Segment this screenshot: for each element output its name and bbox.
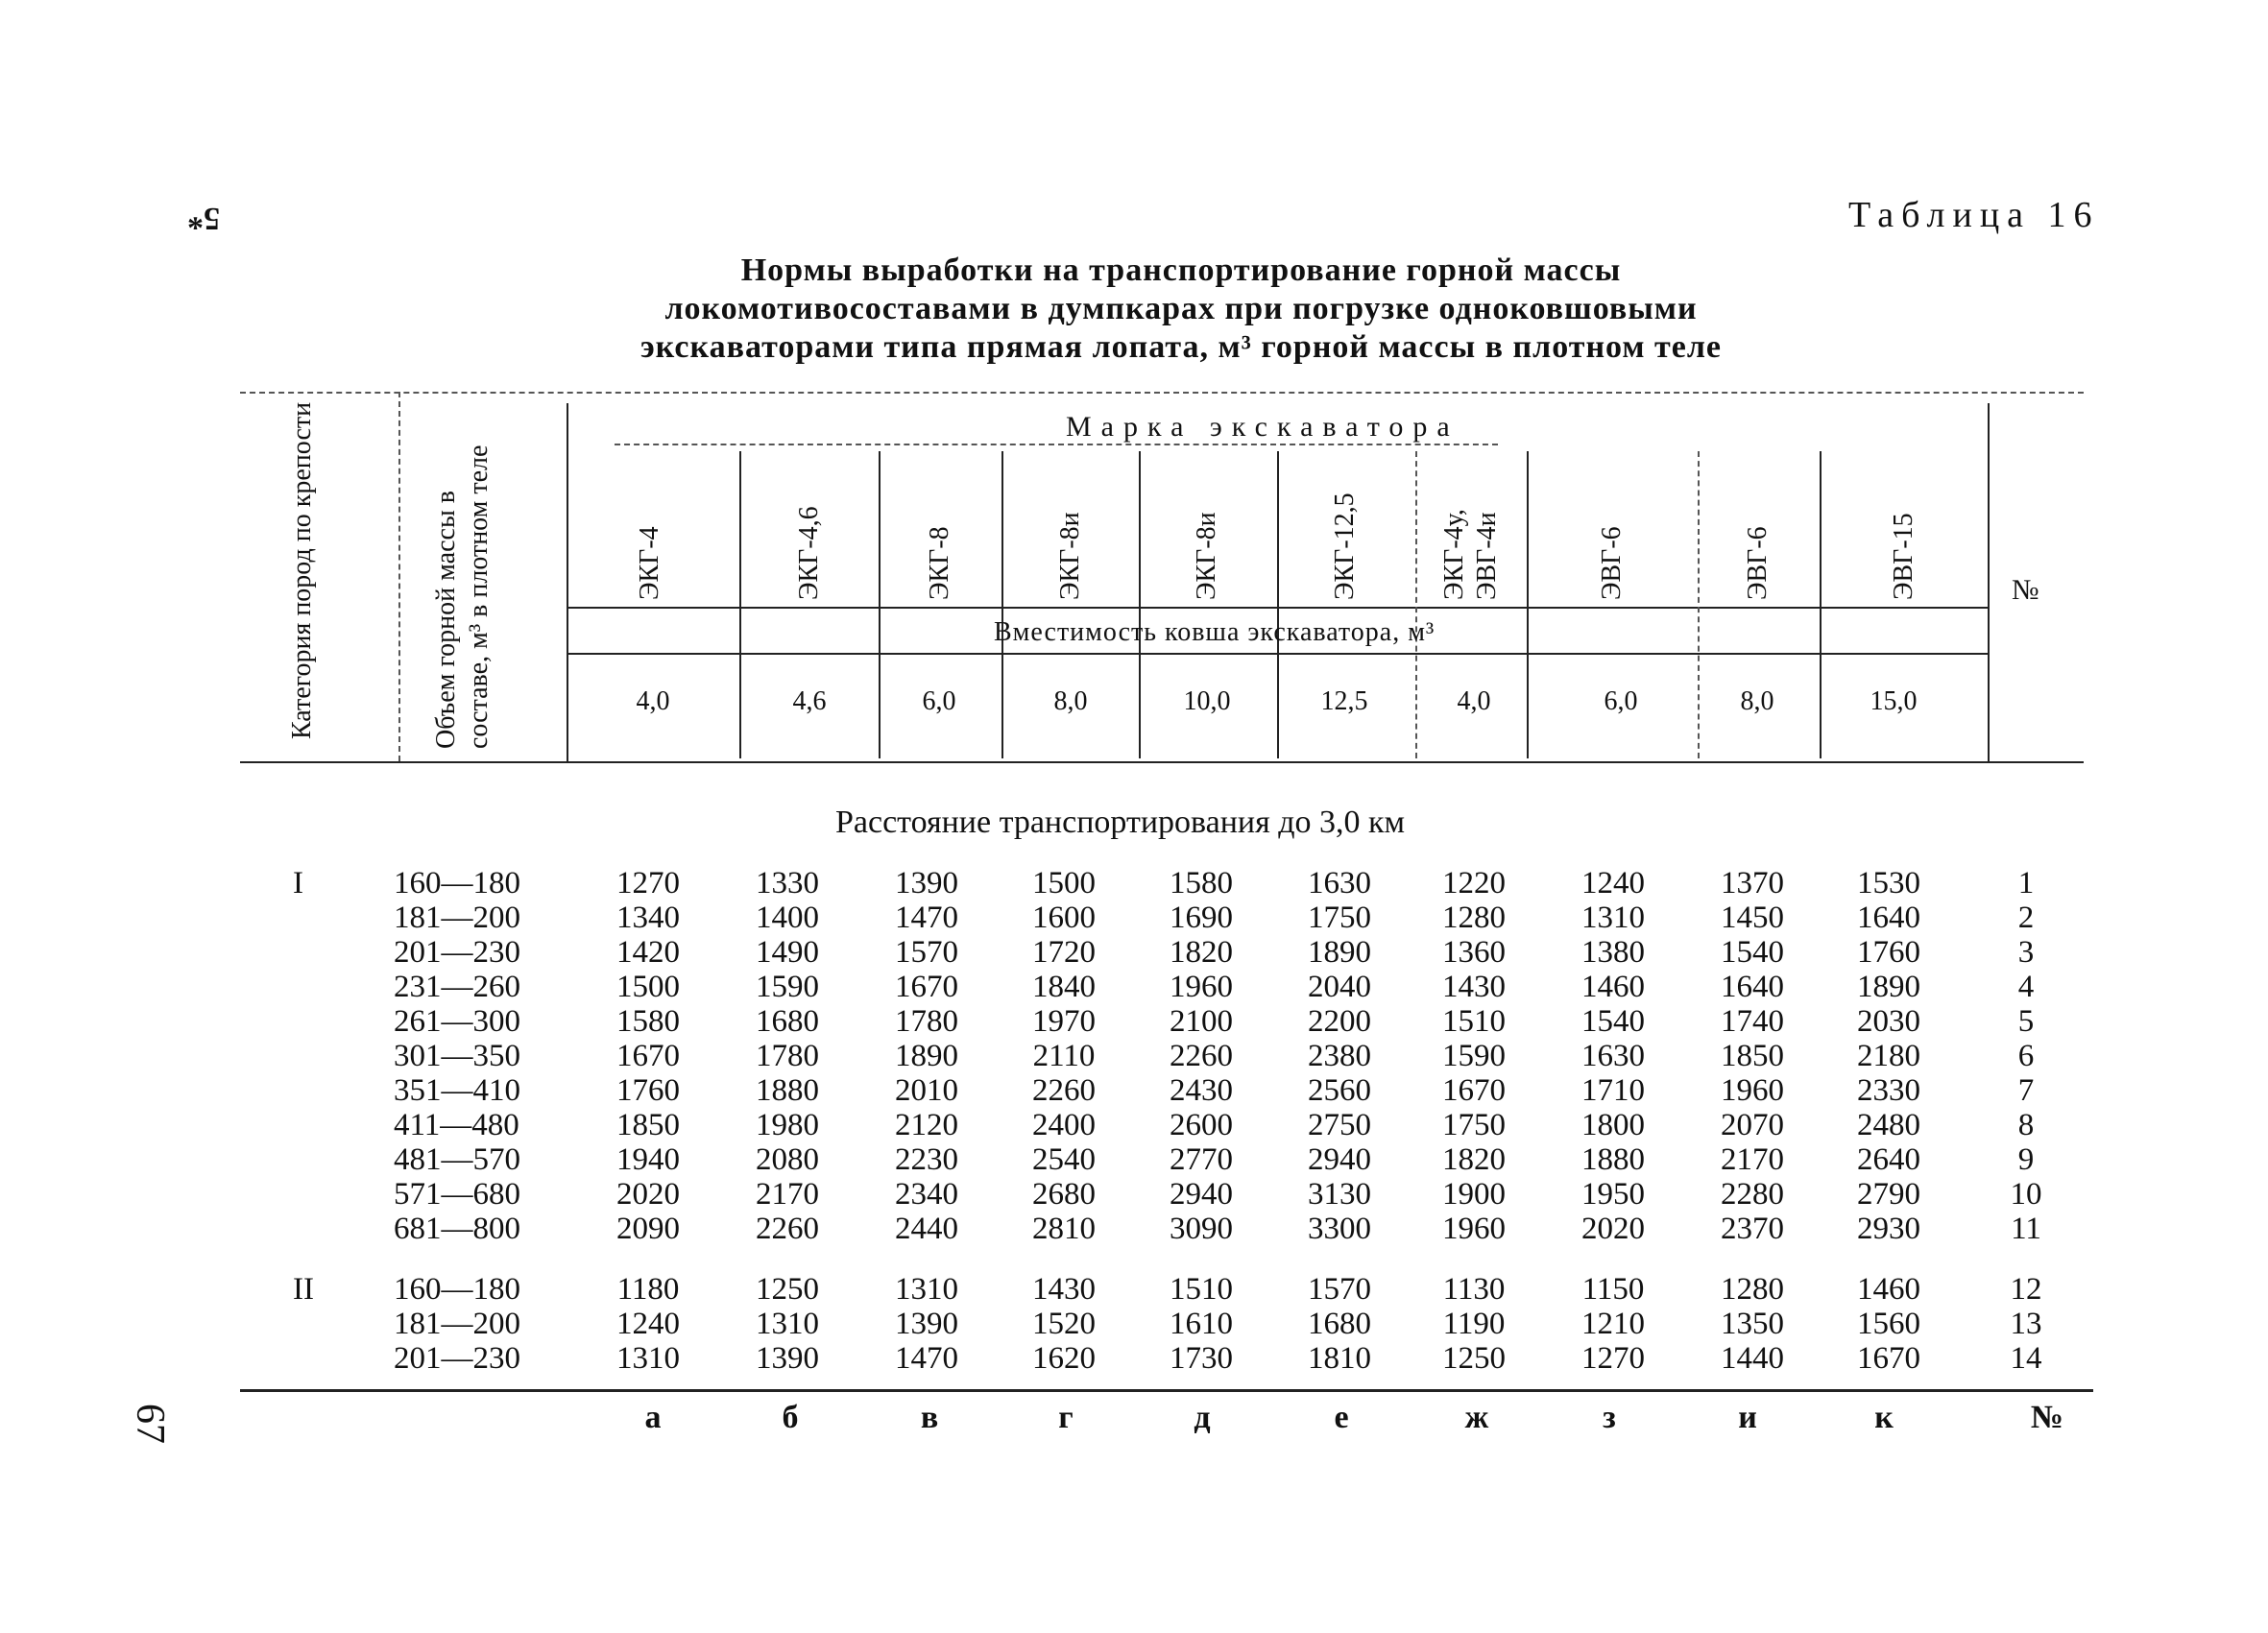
volume-range: 681—800 bbox=[394, 1212, 520, 1246]
volume-range: 160—180 bbox=[394, 866, 520, 901]
table-cell: 1680 bbox=[756, 1004, 819, 1039]
header-top-rule bbox=[240, 392, 2084, 394]
table-cell: 1670 bbox=[1442, 1073, 1506, 1108]
table-cell: 1270 bbox=[616, 866, 680, 901]
table-cell: 1280 bbox=[1721, 1272, 1784, 1307]
table-cell: 1690 bbox=[1170, 901, 1233, 935]
excavator-name: ЭКГ-4у, ЭВГ-4и bbox=[1439, 509, 1502, 600]
table-cell: 2750 bbox=[1308, 1108, 1371, 1142]
table-cell: 2480 bbox=[1857, 1108, 1920, 1142]
table-cell: 1800 bbox=[1581, 1108, 1645, 1142]
table-cell: 1670 bbox=[1857, 1341, 1920, 1376]
table-cell: 1710 bbox=[1581, 1073, 1645, 1108]
footer-letter: в bbox=[920, 1400, 939, 1435]
exc-divider bbox=[1820, 451, 1822, 758]
table-cell: 2940 bbox=[1308, 1142, 1371, 1177]
table-cell: 1850 bbox=[1721, 1039, 1784, 1073]
table-cell: 2020 bbox=[1581, 1212, 1645, 1246]
table-cell: 1640 bbox=[1857, 901, 1920, 935]
category-label: I bbox=[293, 866, 303, 901]
footer-letter: д bbox=[1194, 1400, 1211, 1435]
table-cell: 2180 bbox=[1857, 1039, 1920, 1073]
table-cell: 1450 bbox=[1721, 901, 1784, 935]
table-cell: 3130 bbox=[1308, 1177, 1371, 1212]
table-cell: 1760 bbox=[616, 1073, 680, 1108]
table-cell: 2260 bbox=[1170, 1039, 1233, 1073]
table-cell: 2540 bbox=[1032, 1142, 1096, 1177]
table-cell: 2370 bbox=[1721, 1212, 1784, 1246]
row-number: 4 bbox=[2017, 970, 2035, 1004]
capacity-value: 4,6 bbox=[792, 686, 827, 716]
table-cell: 2010 bbox=[895, 1073, 958, 1108]
footer-letter: а bbox=[644, 1400, 662, 1435]
table-cell: 2790 bbox=[1857, 1177, 1920, 1212]
row-number: 8 bbox=[2017, 1108, 2035, 1142]
footer-letter: з bbox=[1603, 1400, 1616, 1435]
volume-range: 160—180 bbox=[394, 1272, 520, 1307]
table-cell: 1390 bbox=[895, 866, 958, 901]
table-cell: 1180 bbox=[616, 1272, 680, 1307]
table-cell: 1310 bbox=[756, 1307, 819, 1341]
exc-divider bbox=[1139, 451, 1141, 758]
table-cell: 1420 bbox=[616, 935, 680, 970]
excavator-name: ЭКГ-12,5 bbox=[1330, 492, 1360, 600]
table-cell: 1950 bbox=[1581, 1177, 1645, 1212]
table-cell: 1310 bbox=[1581, 901, 1645, 935]
table-cell: 1470 bbox=[895, 1341, 958, 1376]
table-cell: 1630 bbox=[1581, 1039, 1645, 1073]
table-cell: 2640 bbox=[1857, 1142, 1920, 1177]
table-cell: 1600 bbox=[1032, 901, 1096, 935]
table-cell: 2090 bbox=[616, 1212, 680, 1246]
table-cell: 2030 bbox=[1857, 1004, 1920, 1039]
title-line-3: экскаваторами типа прямая лопата, м³ горной массы в плотном теле bbox=[639, 329, 1723, 365]
row-number: 2 bbox=[2017, 901, 2035, 935]
table-cell: 1380 bbox=[1581, 935, 1645, 970]
table-cell: 1490 bbox=[756, 935, 819, 970]
table-cell: 1250 bbox=[756, 1272, 819, 1307]
volume-range: 351—410 bbox=[394, 1073, 520, 1108]
table-cell: 1960 bbox=[1442, 1212, 1506, 1246]
exc-divider bbox=[1001, 451, 1003, 758]
table-cell: 2170 bbox=[756, 1177, 819, 1212]
row-number: 11 bbox=[2011, 1212, 2041, 1246]
footer-letter: ж bbox=[1464, 1400, 1489, 1435]
table-cell: 1470 bbox=[895, 901, 958, 935]
table-cell: 1850 bbox=[616, 1108, 680, 1142]
header-col-divider-1 bbox=[398, 392, 400, 761]
table-cell: 1740 bbox=[1721, 1004, 1784, 1039]
volume-range: 181—200 bbox=[394, 1307, 520, 1341]
table-cell: 1570 bbox=[895, 935, 958, 970]
table-cell: 1150 bbox=[1581, 1272, 1645, 1307]
marka-rule bbox=[615, 444, 1498, 445]
table-cell: 1590 bbox=[756, 970, 819, 1004]
table-cell: 1390 bbox=[756, 1341, 819, 1376]
table-cell: 1620 bbox=[1032, 1341, 1096, 1376]
row-number: 3 bbox=[2017, 935, 2035, 970]
exc-divider bbox=[1277, 451, 1279, 758]
footer-letter: е bbox=[1334, 1400, 1349, 1435]
table-cell: 2400 bbox=[1032, 1108, 1096, 1142]
table-cell: 1280 bbox=[1442, 901, 1506, 935]
table-cell: 2020 bbox=[616, 1177, 680, 1212]
table-cell: 1640 bbox=[1721, 970, 1784, 1004]
table-cell: 2560 bbox=[1308, 1073, 1371, 1108]
table-cell: 1430 bbox=[1442, 970, 1506, 1004]
table-cell: 2040 bbox=[1308, 970, 1371, 1004]
table-cell: 1840 bbox=[1032, 970, 1096, 1004]
table-cell: 2170 bbox=[1721, 1142, 1784, 1177]
table-cell: 3300 bbox=[1308, 1212, 1371, 1246]
table-cell: 3090 bbox=[1170, 1212, 1233, 1246]
capacity-value: 6,0 bbox=[922, 686, 956, 716]
table-cell: 1960 bbox=[1721, 1073, 1784, 1108]
excavator-name: ЭКГ-8 bbox=[925, 526, 954, 600]
excavator-name: ЭВГ-6 bbox=[1743, 526, 1773, 600]
table-cell: 1390 bbox=[895, 1307, 958, 1341]
excavator-name: ЭКГ-4 bbox=[635, 526, 664, 600]
table-cell: 1590 bbox=[1442, 1039, 1506, 1073]
table-cell: 2770 bbox=[1170, 1142, 1233, 1177]
table-cell: 1310 bbox=[895, 1272, 958, 1307]
table-cell: 1670 bbox=[616, 1039, 680, 1073]
table-cell: 2070 bbox=[1721, 1108, 1784, 1142]
row-number: 13 bbox=[2010, 1307, 2042, 1341]
table-cell: 1780 bbox=[756, 1039, 819, 1073]
table-cell: 1890 bbox=[1857, 970, 1920, 1004]
footer-letter: к bbox=[1874, 1400, 1894, 1435]
table-cell: 2260 bbox=[756, 1212, 819, 1246]
capacity-label: Вместимость ковша экскаватора, м³ bbox=[994, 617, 1436, 647]
header-category: Категория пород по крепости bbox=[287, 401, 317, 739]
table-cell: 1560 bbox=[1857, 1307, 1920, 1341]
volume-range: 201—230 bbox=[394, 935, 520, 970]
volume-range: 201—230 bbox=[394, 1341, 520, 1376]
footer-rule bbox=[240, 1389, 2093, 1392]
table-cell: 1960 bbox=[1170, 970, 1233, 1004]
footer-letter: и bbox=[1738, 1400, 1757, 1435]
table-cell: 2940 bbox=[1170, 1177, 1233, 1212]
capacity-value: 4,0 bbox=[1457, 686, 1491, 716]
table-cell: 1520 bbox=[1032, 1307, 1096, 1341]
table-cell: 1250 bbox=[1442, 1341, 1506, 1376]
title-line-1: Нормы выработки на транспортирование горной массы bbox=[740, 252, 1622, 288]
table-cell: 1360 bbox=[1442, 935, 1506, 970]
table-cell: 1240 bbox=[616, 1307, 680, 1341]
table-cell: 1460 bbox=[1581, 970, 1645, 1004]
table-cell: 1580 bbox=[616, 1004, 680, 1039]
table-cell: 2340 bbox=[895, 1177, 958, 1212]
side-mark: 5* bbox=[187, 201, 220, 236]
table-cell: 2930 bbox=[1857, 1212, 1920, 1246]
table-cell: 1210 bbox=[1581, 1307, 1645, 1341]
table-cell: 1130 bbox=[1442, 1272, 1506, 1307]
table-cell: 1750 bbox=[1442, 1108, 1506, 1142]
section-title: Расстояние транспортирования до 3,0 км bbox=[835, 804, 1406, 840]
table-cell: 1460 bbox=[1857, 1272, 1920, 1307]
table-cell: 1540 bbox=[1581, 1004, 1645, 1039]
table-cell: 2200 bbox=[1308, 1004, 1371, 1039]
volume-range: 481—570 bbox=[394, 1142, 520, 1177]
table-cell: 2260 bbox=[1032, 1073, 1096, 1108]
table-cell: 1580 bbox=[1170, 866, 1233, 901]
table-cell: 1350 bbox=[1721, 1307, 1784, 1341]
row-number: 1 bbox=[2017, 866, 2035, 901]
capacity-value: 8,0 bbox=[1740, 686, 1774, 716]
table-cell: 1220 bbox=[1442, 866, 1506, 901]
capacity-value: 8,0 bbox=[1053, 686, 1088, 716]
table-cell: 1510 bbox=[1170, 1272, 1233, 1307]
capacity-value: 12,5 bbox=[1320, 686, 1368, 716]
capacity-value: 6,0 bbox=[1604, 686, 1638, 716]
row-number: 12 bbox=[2010, 1272, 2042, 1307]
marka-label: Марка экскаватора bbox=[1066, 411, 1460, 443]
table-cell: 1310 bbox=[616, 1341, 680, 1376]
volume-range: 231—260 bbox=[394, 970, 520, 1004]
header-number: № bbox=[2012, 574, 2039, 606]
header-col-divider-3 bbox=[1988, 403, 1990, 761]
capacity-value: 10,0 bbox=[1183, 686, 1231, 716]
table-cell: 2100 bbox=[1170, 1004, 1233, 1039]
row-number: 10 bbox=[2010, 1177, 2042, 1212]
table-cell: 1270 bbox=[1581, 1341, 1645, 1376]
table-cell: 1680 bbox=[1308, 1307, 1371, 1341]
table-cell: 1980 bbox=[756, 1108, 819, 1142]
excavator-name: ЭКГ-4,6 bbox=[794, 506, 824, 600]
table-cell: 2080 bbox=[756, 1142, 819, 1177]
row-number: 7 bbox=[2017, 1073, 2035, 1108]
table-cell: 2430 bbox=[1170, 1073, 1233, 1108]
table-cell: 1890 bbox=[1308, 935, 1371, 970]
table-cell: 2330 bbox=[1857, 1073, 1920, 1108]
row-number: 5 bbox=[2017, 1004, 2035, 1039]
row-number: 14 bbox=[2010, 1341, 2042, 1376]
table-cell: 1400 bbox=[756, 901, 819, 935]
table-cell: 1810 bbox=[1308, 1341, 1371, 1376]
table-cell: 2810 bbox=[1032, 1212, 1096, 1246]
table-cell: 1820 bbox=[1442, 1142, 1506, 1177]
exc-divider bbox=[879, 451, 881, 758]
table-cell: 1530 bbox=[1857, 866, 1920, 901]
header-bottom-rule bbox=[240, 761, 2084, 763]
table-cell: 1820 bbox=[1170, 935, 1233, 970]
row-number: 9 bbox=[2017, 1142, 2035, 1177]
category-label: II bbox=[293, 1272, 314, 1307]
footer-letter: г bbox=[1058, 1400, 1074, 1435]
table-cell: 1750 bbox=[1308, 901, 1371, 935]
table-cell: 2110 bbox=[1032, 1039, 1096, 1073]
table-cell: 1430 bbox=[1032, 1272, 1096, 1307]
table-cell: 2280 bbox=[1721, 1177, 1784, 1212]
table-cell: 1880 bbox=[1581, 1142, 1645, 1177]
table-cell: 1240 bbox=[1581, 866, 1645, 901]
volume-range: 411—480 bbox=[394, 1108, 519, 1142]
table-cell: 1330 bbox=[756, 866, 819, 901]
page-number: 67 bbox=[128, 1404, 172, 1444]
table-cell: 1340 bbox=[616, 901, 680, 935]
volume-range: 571—680 bbox=[394, 1177, 520, 1212]
table-cell: 1670 bbox=[895, 970, 958, 1004]
table-cell: 1880 bbox=[756, 1073, 819, 1108]
capacity-value: 15,0 bbox=[1870, 686, 1918, 716]
table-cell: 1510 bbox=[1442, 1004, 1506, 1039]
excavator-name: ЭВГ-6 bbox=[1597, 526, 1627, 600]
row-number: 6 bbox=[2017, 1039, 2035, 1073]
table-cell: 2440 bbox=[895, 1212, 958, 1246]
title-line-2: локомотивосоставами в думпкарах при погрузке одноковшовыми bbox=[664, 291, 1698, 326]
footer-letter: б bbox=[782, 1400, 799, 1435]
table-cell: 1900 bbox=[1442, 1177, 1506, 1212]
table-cell: 1540 bbox=[1721, 935, 1784, 970]
table-cell: 1970 bbox=[1032, 1004, 1096, 1039]
header-volume: Объем горной массы в составе, м³ в плотном теле bbox=[431, 444, 494, 749]
table-cell: 2600 bbox=[1170, 1108, 1233, 1142]
capacity-value: 4,0 bbox=[636, 686, 670, 716]
header-col-divider-2 bbox=[567, 403, 568, 761]
table-cell: 2120 bbox=[895, 1108, 958, 1142]
exc-divider bbox=[739, 451, 741, 758]
table-cell: 1190 bbox=[1442, 1307, 1506, 1341]
table-cell: 1890 bbox=[895, 1039, 958, 1073]
table-cell: 1370 bbox=[1721, 866, 1784, 901]
table-cell: 2680 bbox=[1032, 1177, 1096, 1212]
table-cell: 1440 bbox=[1721, 1341, 1784, 1376]
table-cell: 1500 bbox=[616, 970, 680, 1004]
excavator-name: ЭКГ-8и bbox=[1192, 512, 1221, 600]
table-label: Таблица 16 bbox=[1848, 195, 2100, 235]
table-cell: 1780 bbox=[895, 1004, 958, 1039]
table-cell: 2380 bbox=[1308, 1039, 1371, 1073]
table-cell: 1630 bbox=[1308, 866, 1371, 901]
table-cell: 1760 bbox=[1857, 935, 1920, 970]
table-cell: 1570 bbox=[1308, 1272, 1371, 1307]
table-cell: 2230 bbox=[895, 1142, 958, 1177]
volume-range: 261—300 bbox=[394, 1004, 520, 1039]
excavator-name: ЭКГ-8и bbox=[1055, 512, 1085, 600]
table-cell: 1610 bbox=[1170, 1307, 1233, 1341]
volume-range: 301—350 bbox=[394, 1039, 520, 1073]
footer-number: № bbox=[2030, 1400, 2064, 1435]
table-cell: 1500 bbox=[1032, 866, 1096, 901]
excavator-name: ЭВГ-15 bbox=[1889, 513, 1918, 600]
table-cell: 1940 bbox=[616, 1142, 680, 1177]
table-cell: 1730 bbox=[1170, 1341, 1233, 1376]
volume-range: 181—200 bbox=[394, 901, 520, 935]
table-cell: 1720 bbox=[1032, 935, 1096, 970]
